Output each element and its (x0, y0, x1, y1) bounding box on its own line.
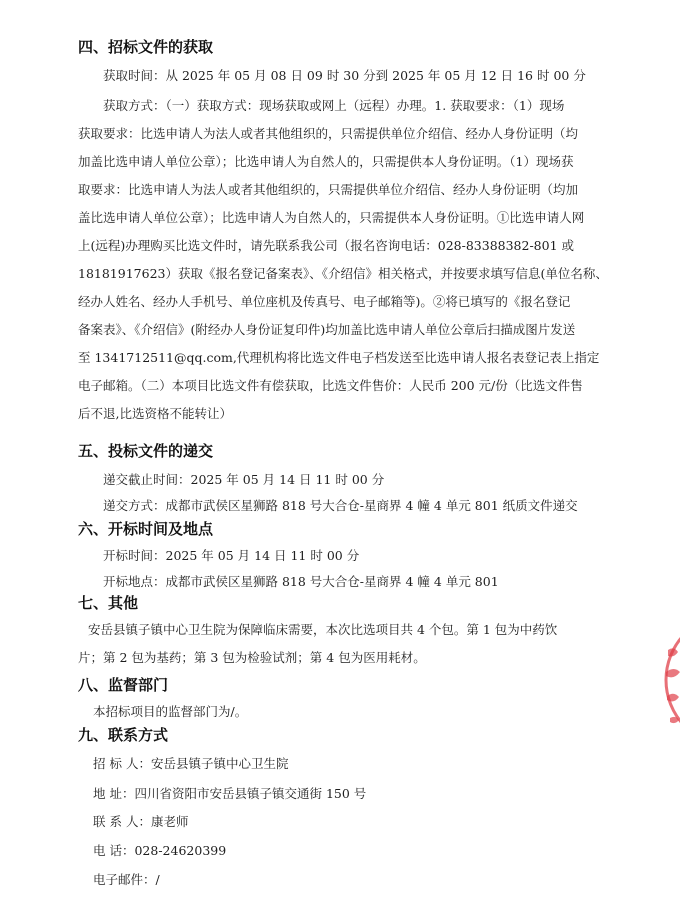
paragraph-line: 递交方式：成都市武侯区星狮路 818 号大合仓-星商界 4 幢 4 单元 801 纸质文件递交 (103, 498, 578, 513)
paragraph-line: 至 1341712511@qq.com,代理机构将比选文件电子档发送至比选申请人报名表登记表上指定 (78, 350, 600, 365)
paragraph-line: 开标地点：成都市武侯区星狮路 818 号大合仓-星商界 4 幢 4 单元 801 (103, 574, 499, 589)
paragraph-line: 获取方式：（一）获取方式：现场获取或网上（远程）办理。1. 获取要求：（1）现场 (103, 98, 565, 113)
paragraph-line: 加盖比选申请人单位公章）；比选申请人为自然人的，只需提供本人身份证明。（1）现场获 (78, 154, 574, 169)
paragraph-line: 本招标项目的监督部门为/。 (93, 704, 248, 719)
paragraph-line: 上(远程)办理购买比选文件时，请先联系我公司（报名咨询电话：028-83388382-801 或 (78, 238, 575, 253)
paragraph-line: 取要求：比选申请人为法人或者其他组织的，只需提供单位介绍信、经办人身份证明（均加 (78, 182, 579, 197)
seal-icon (660, 610, 680, 750)
contact-line: 招 标 人：安岳县镇子镇中心卫生院 (93, 756, 289, 771)
paragraph-line: 安岳县镇子镇中心卫生院为保障临床需要，本次比选项目共 4 个包。第 1 包为中药饮 (88, 622, 558, 637)
paragraph-line: 备案表》、《介绍信》(附经办人身份证复印件)均加盖比选申请人单位公章后扫描成图片发送 (78, 322, 576, 337)
contact-line: 电子邮件：/ (93, 872, 160, 887)
section-heading-6: 六、开标时间及地点 (78, 520, 214, 538)
section-heading-7: 七、其他 (78, 594, 139, 612)
paragraph-line: 递交截止时间：2025 年 05 月 14 日 11 时 00 分 (103, 472, 385, 487)
section-heading-4: 四、招标文件的获取 (78, 38, 214, 56)
paragraph-line: 经办人姓名、经办人手机号、单位座机及传真号、电子邮箱等)。②将已填写的《报名登记 (78, 294, 571, 309)
paragraph-line: 18181917623）获取《报名登记备案表》、《介绍信》相关格式，并按要求填写信息(单位名称、 (78, 266, 608, 281)
paragraph-line: 片；第 2 包为基药；第 3 包为检验试剂；第 4 包为医用耗材。 (78, 650, 426, 665)
contact-line: 地 址：四川省资阳市安岳县镇子镇交通街 150 号 (93, 786, 367, 801)
paragraph-line: 盖比选申请人单位公章）；比选申请人为自然人的，只需提供本人身份证明。①比选申请人网 (78, 210, 585, 225)
paragraph-line: 电子邮箱。（二）本项目比选文件有偿获取，比选文件售价：人民币 200 元/份（比选文件售 (78, 378, 583, 393)
red-seal-stamp (660, 610, 680, 750)
section-heading-9: 九、联系方式 (78, 726, 169, 744)
contact-line: 联 系 人：康老师 (93, 814, 189, 829)
paragraph-line: 获取时间：从 2025 年 05 月 08 日 09 时 30 分到 2025 年 05 月 12 日 16 时 00 分 (103, 68, 586, 83)
section-heading-8: 八、监督部门 (78, 676, 169, 694)
section-heading-5: 五、投标文件的递交 (78, 442, 214, 460)
contact-line: 电 话：028-24620399 (93, 843, 227, 858)
paragraph-line: 获取要求：比选申请人为法人或者其他组织的，只需提供单位介绍信、经办人身份证明（均 (78, 126, 579, 141)
paragraph-line: 开标时间：2025 年 05 月 14 日 11 时 00 分 (103, 548, 360, 563)
paragraph-line: 后不退,比选资格不能转让） (78, 406, 232, 421)
